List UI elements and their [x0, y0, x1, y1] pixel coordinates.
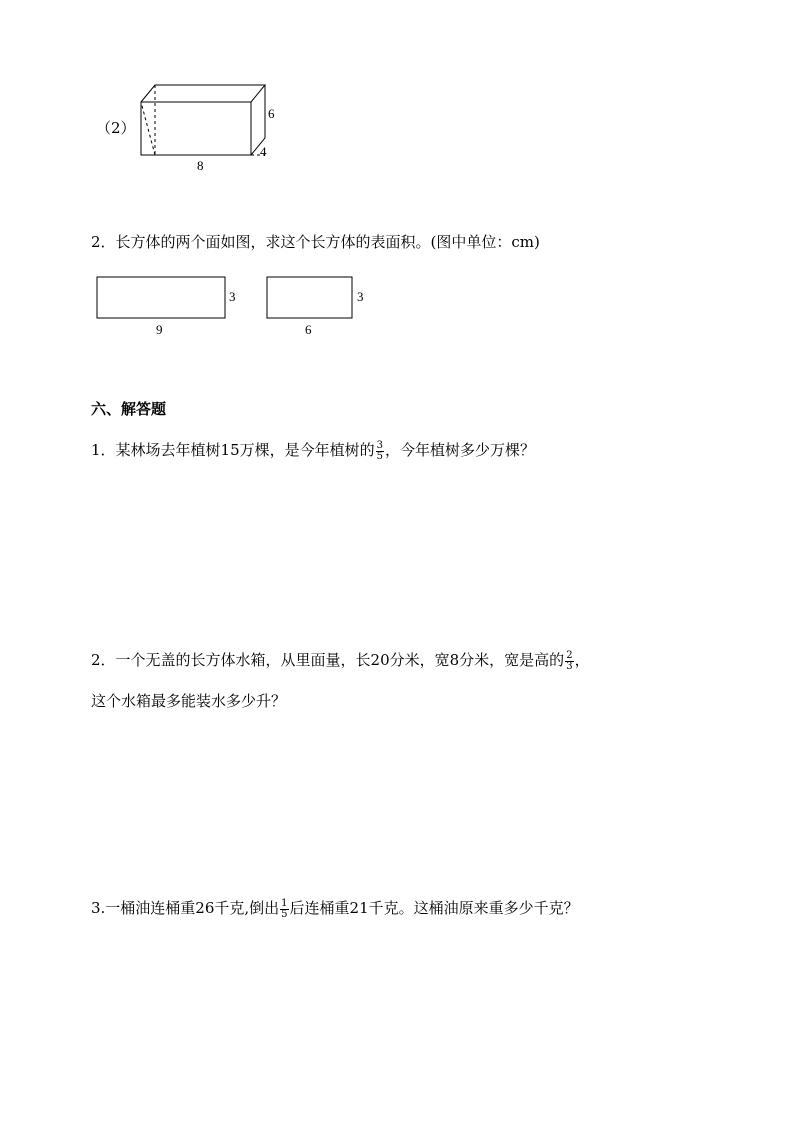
- question-text: 2．长方体的两个面如图，求这个长方体的表面积。(图中单位：cm): [91, 233, 540, 251]
- fraction-numerator: 1: [281, 897, 288, 909]
- figure-label: （2）: [96, 119, 136, 137]
- face-rectangle-1: [97, 277, 225, 318]
- question-1-text: 1．某林场去年植树15万棵，是今年植树的: [91, 441, 375, 459]
- question-2-line-2: 这个水箱最多能装水多少升？: [91, 692, 287, 710]
- question-2-text: 2．一个无盖的长方体水箱，从里面量，长20分米，宽8分米，宽是高的: [91, 651, 565, 669]
- fraction: [280, 899, 288, 920]
- fraction-denominator: 3: [566, 660, 573, 672]
- rect2-bottom-label: 6: [305, 322, 312, 337]
- fraction-numerator: 2: [566, 649, 573, 661]
- fraction: [376, 441, 384, 462]
- cuboid-figure: [135, 80, 285, 175]
- fraction-denominator: 5: [376, 450, 384, 462]
- question-2: [91, 650, 590, 672]
- fraction: [565, 651, 573, 672]
- length-label: 8: [197, 158, 204, 173]
- question-2-text-end: ，: [574, 651, 590, 669]
- fraction-denominator: 5: [281, 908, 288, 920]
- rect1-bottom-label: 9: [156, 322, 163, 337]
- depth-label: 4: [260, 144, 267, 159]
- hidden-edge: [141, 102, 155, 155]
- question-1: [91, 440, 535, 462]
- rect2-side-label: 3: [357, 289, 364, 304]
- question-3: [91, 898, 579, 920]
- question-1-text-end: ，今年植树多少万棵？: [385, 441, 536, 459]
- top-face: [141, 85, 265, 102]
- fraction-numerator: 3: [376, 439, 384, 451]
- question-3-text-end: 后连桶重21千克。这桶油原来重多少千克？: [289, 899, 579, 917]
- height-label: 6: [268, 106, 275, 121]
- faces-figure: [90, 270, 380, 342]
- question-3-text: 3.一桶油连桶重26千克,倒出: [91, 899, 280, 917]
- section-heading: 六、解答题: [91, 400, 167, 418]
- front-face: [141, 102, 251, 155]
- rect1-side-label: 3: [229, 289, 236, 304]
- face-rectangle-2: [267, 277, 352, 318]
